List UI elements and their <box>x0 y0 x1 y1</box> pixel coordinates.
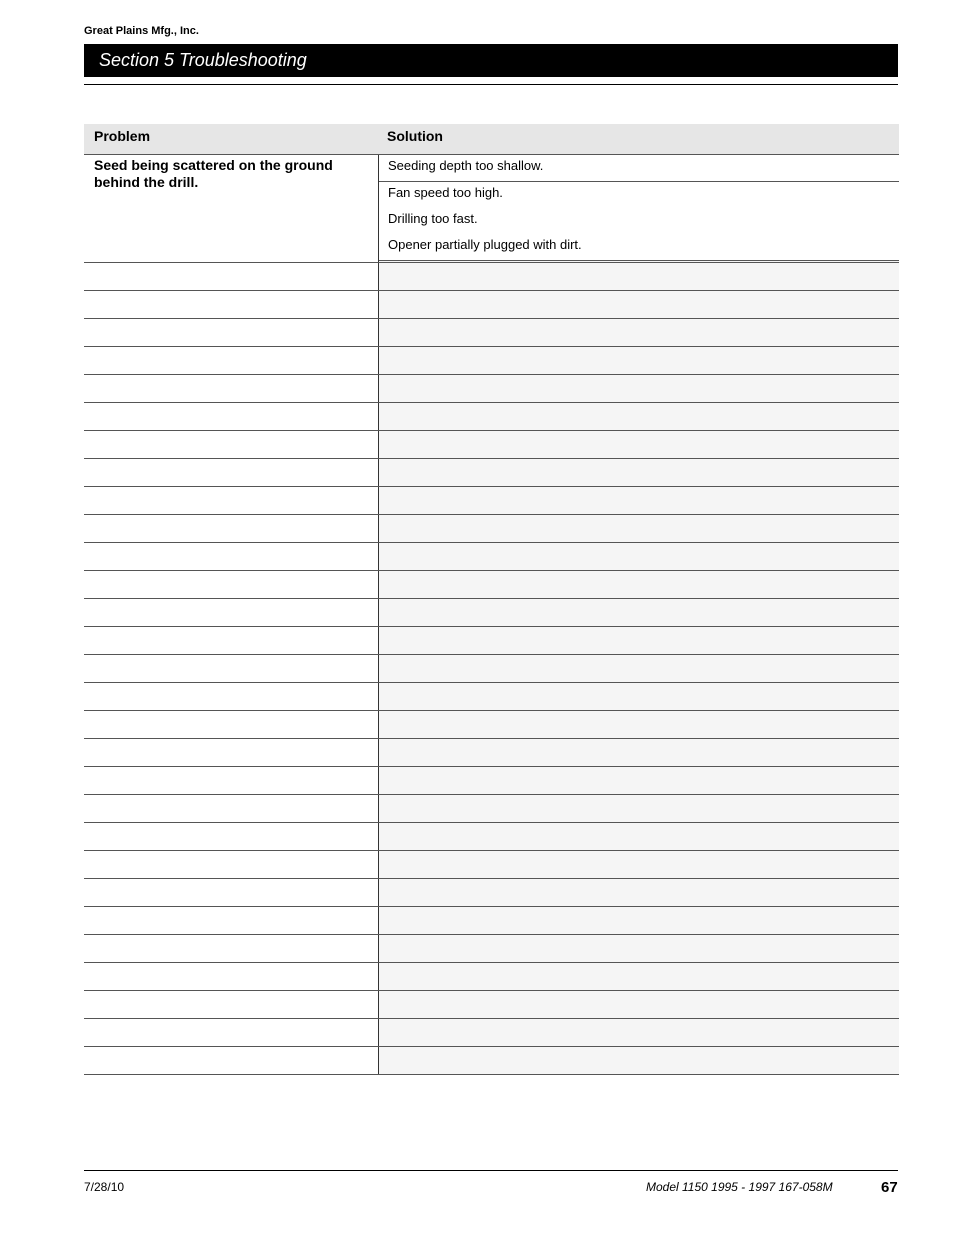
column-separator <box>378 155 379 1075</box>
table-header <box>84 124 899 155</box>
table-row-rule <box>84 906 899 907</box>
table-row-rule <box>84 570 899 571</box>
solution-row <box>379 208 899 235</box>
footer-date: 7/28/10 <box>84 1180 125 1194</box>
table-row-rule <box>84 402 899 403</box>
table-row-rule <box>84 878 899 879</box>
solution-row <box>379 155 899 182</box>
table-row-rule <box>84 794 899 795</box>
table-row-rule <box>84 542 899 543</box>
table-body <box>84 155 899 1075</box>
page-number: 67 <box>881 1179 898 1196</box>
table-row-rule <box>84 822 899 823</box>
table-row-rule <box>84 962 899 963</box>
table-row-rule <box>84 262 899 263</box>
table-row-rule <box>84 514 899 515</box>
table-row-rule <box>84 990 899 991</box>
solution-row <box>379 234 899 261</box>
column-header-solution: Solution <box>387 128 443 144</box>
troubleshooting-table <box>84 124 899 1075</box>
table-row-rule <box>84 430 899 431</box>
table-row-rule <box>84 486 899 487</box>
table-row-rule <box>84 458 899 459</box>
solution-column-background <box>379 155 899 1075</box>
table-row-rule <box>84 598 899 599</box>
footer-rule <box>84 1170 898 1171</box>
table-row-rule <box>84 1018 899 1019</box>
section-header-bar <box>84 44 898 77</box>
table-row-rule <box>84 374 899 375</box>
table-row-rule <box>84 710 899 711</box>
company-name: Great Plains Mfg., Inc. <box>84 25 199 37</box>
table-row-rule <box>84 318 899 319</box>
table-row-rule <box>84 654 899 655</box>
table-row-rule <box>84 934 899 935</box>
solution-text: Opener partially plugged with dirt. <box>388 237 582 252</box>
table-row-rule <box>84 290 899 291</box>
footer-model: Model 1150 1995 - 1997 167-058M <box>646 1180 833 1194</box>
table-row-rule <box>84 682 899 683</box>
solution-text: Seeding depth too shallow. <box>388 158 544 173</box>
solution-text: Drilling too fast. <box>388 211 478 226</box>
table-row-rule <box>84 346 899 347</box>
solution-row <box>379 182 899 209</box>
problem-text: Seed being scattered on the ground behind the drill. <box>94 157 333 190</box>
table-row-rule <box>84 1046 899 1047</box>
table-row-rule <box>84 738 899 739</box>
header-rule <box>84 84 898 85</box>
table-row-rule <box>84 850 899 851</box>
table-row-rule <box>84 1074 899 1075</box>
table-row-rule <box>84 626 899 627</box>
solution-text: Fan speed too high. <box>388 185 503 200</box>
column-header-problem: Problem <box>94 128 151 144</box>
table-row-rule <box>84 766 899 767</box>
section-title: Section 5 Troubleshooting <box>99 50 307 70</box>
